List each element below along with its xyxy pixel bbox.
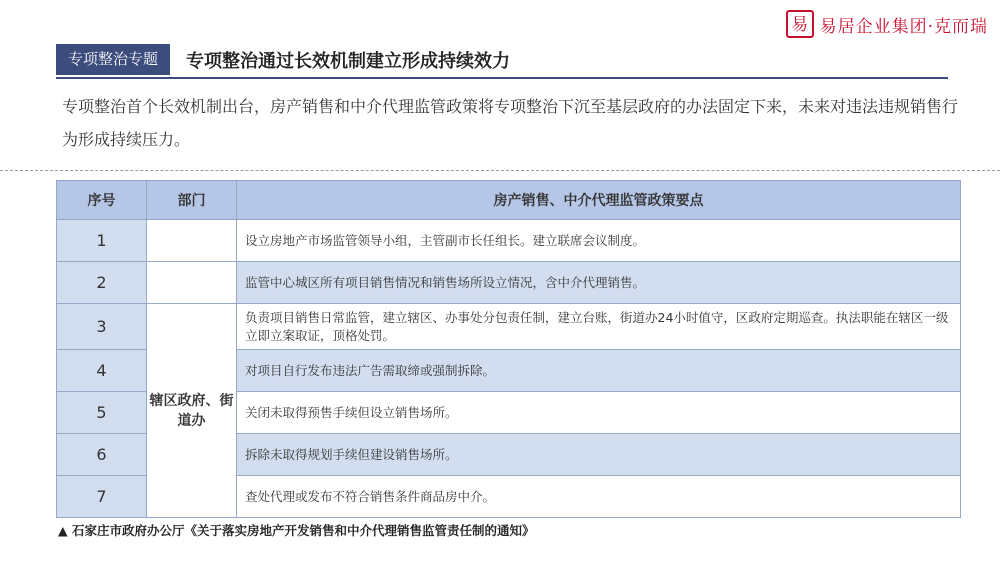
table-row [57,262,961,304]
row-number: 6 [57,434,147,476]
policy-point: 查处代理或发布不符合销售条件商品房中介。 [237,476,961,518]
policy-point: 设立房地产市场监管领导小组，主管副市长任组长。建立联席会议制度。 [237,220,961,262]
policy-table [56,180,961,518]
dashed-divider [0,170,1000,171]
policy-point: 监管中心城区所有项目销售情况和销售场所设立情况，含中介代理销售。 [237,262,961,304]
topic-tag: 专项整治专题 [56,44,170,75]
intro-paragraph: 专项整治首个长效机制出台，房产销售和中介代理监管政策将专项整治下沉至基层政府的办法固定下来，未来对违法违规销售行为形成持续压力。 [62,97,959,149]
row-number: 4 [57,350,147,392]
header-divider [56,77,948,79]
policy-point: 关闭未取得预售手续但设立销售场所。 [237,392,961,434]
table-row [57,304,961,350]
dept-cell-empty [147,220,237,262]
slide-header [56,44,510,75]
table-header-row [57,181,961,220]
brand-logo [786,10,988,38]
policy-point: 对项目自行发布违法广告需取缔或强制拆除。 [237,350,961,392]
column-header-num: 序号 [57,181,147,220]
row-number: 2 [57,262,147,304]
column-header-points: 房产销售、中介代理监管政策要点 [237,181,961,220]
policy-point: 拆除未取得规划手续但建设销售场所。 [237,434,961,476]
policy-point: 负责项目销售日常监管，建立辖区、办事处分包责任制，建立台账，街道办24小时值守，区政府定期巡查。执法职能在辖区一级立即立案取证，顶格处罚。 [237,304,961,350]
row-number: 1 [57,220,147,262]
dept-cell-merged: 辖区政府、街道办 [147,304,237,518]
source-footnote: ▲ 石家庄市政府办公厅《关于落实房地产开发销售和中介代理销售监管责任制的通知》 [58,523,535,538]
brand-name: 易居企业集团·克而瑞 [819,16,988,37]
column-header-dept: 部门 [147,181,237,220]
row-number: 5 [57,392,147,434]
row-number: 7 [57,476,147,518]
slide-title: 专项整治通过长效机制建立形成持续效力 [186,50,511,72]
row-number: 3 [57,304,147,350]
dept-cell-empty [147,262,237,304]
table-row [57,220,961,262]
seal-icon: 易 [786,10,814,38]
